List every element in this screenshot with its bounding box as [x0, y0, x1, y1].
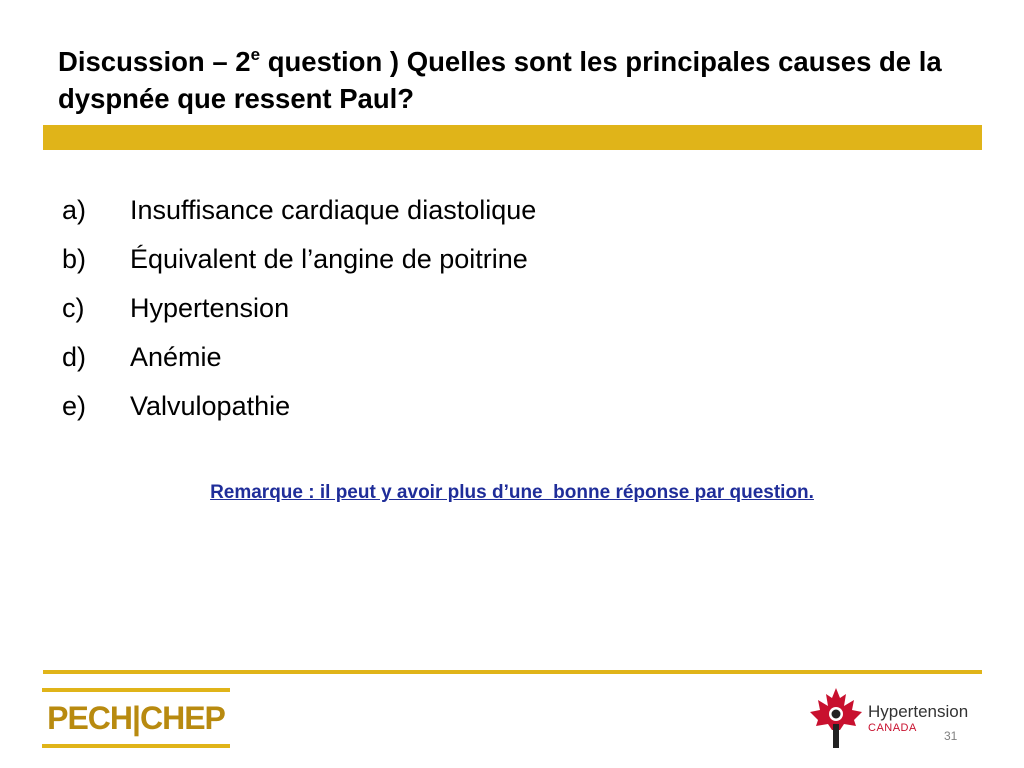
logo-bar-bottom [42, 744, 230, 748]
title-part-2: question ) Quelles sont les principales causes de la dyspnée que ressent Paul? [58, 46, 942, 114]
title-underline-bar [43, 125, 982, 150]
slide-number: 31 [944, 729, 958, 743]
logo-bar-top [42, 688, 230, 692]
answer-item-b [62, 235, 536, 284]
answer-item-a [62, 186, 536, 235]
answer-text: Équivalent de l’angine de poitrine [130, 244, 528, 274]
answer-list [62, 186, 536, 431]
answer-item-c [62, 284, 536, 333]
answer-item-d [62, 333, 536, 382]
answer-text: Valvulopathie [130, 391, 291, 421]
answer-text: Anémie [130, 342, 222, 372]
remark-note: Remarque : il peut y avoir plus d’une bonne réponse par question. [210, 482, 814, 503]
maple-leaf-icon [806, 684, 866, 750]
answer-text: Insuffisance cardiaque diastolique [130, 195, 537, 225]
title-part-1: Discussion – 2 [58, 46, 251, 77]
answer-item-e [62, 382, 536, 431]
pech-chep-logo-text: PECH|CHEP [47, 700, 225, 736]
answer-letter: b) [62, 244, 87, 274]
footer-divider [43, 670, 982, 674]
answer-letter: d) [62, 342, 87, 372]
answer-letter: c) [62, 293, 85, 323]
answer-letter: a) [62, 195, 87, 225]
hypertension-logo-sub: CANADA [868, 722, 917, 734]
slide-title [58, 43, 978, 117]
answer-letter: e) [62, 391, 87, 421]
pech-chep-logo [42, 688, 230, 748]
hypertension-logo-name: Hypertension [868, 702, 969, 721]
answer-text: Hypertension [130, 293, 290, 323]
title-superscript: e [250, 45, 261, 64]
